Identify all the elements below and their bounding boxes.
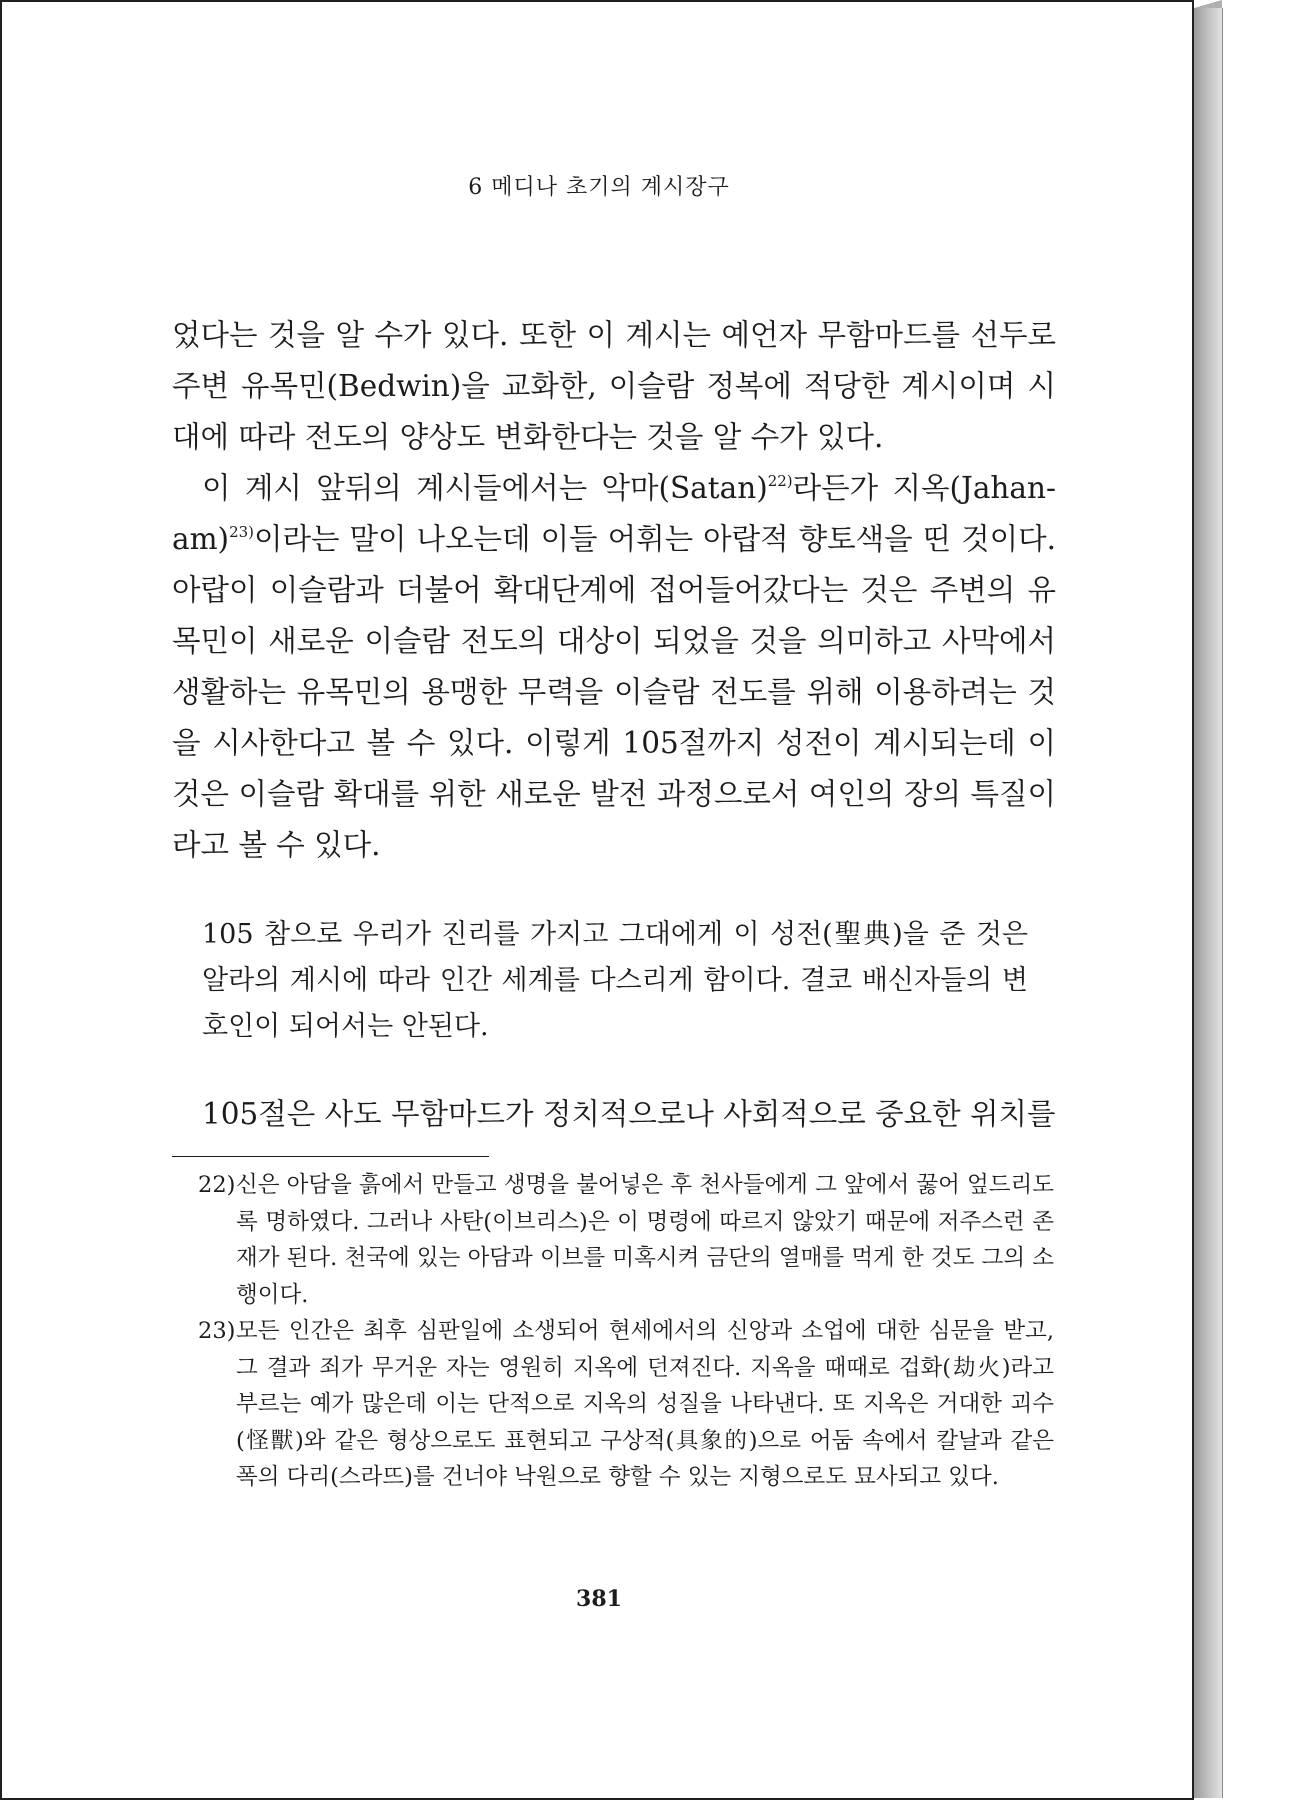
- footnote-text: 신은 아담을 흙에서 만들고 생명을 불어넣은 후 천사들에게 그 앞에서 꿇어 엎드리도록 명하였다. 그러나 사탄(이브리스)은 이 명령에 따르지 않았기 때문에 저주스런 존재가 된다. 천국에 있는 아담과 이브를 미혹시켜 금단의 열매를 먹게 한 것도 그의 소행이다.: [236, 1172, 1054, 1308]
- footnote-ref-22[interactable]: 22): [767, 472, 793, 490]
- footnote-number: 22): [198, 1172, 236, 1198]
- footnote-ref-23[interactable]: 23): [229, 523, 255, 541]
- paragraph-2-part-a: 이 계시 앞뒤의 계시들에서는 악마(Satan): [202, 471, 768, 505]
- page-stack-edge: [1194, 8, 1223, 1798]
- footnote-text: 모든 인간은 최후 심판일에 소생되어 현세에서의 신앙과 소업에 대한 심문을 받고, 그 결과 죄가 무거운 자는 영원히 지옥에 던져진다. 지옥을 때때로 겁화(劫火)라고 부르는 예가 많은데 이는 단적으로 지옥의 성질을 나타낸다. 또 지옥은 거대한 괴수(怪獸)와 같은 형상으로도 표현되고 구상적(具象的)으로 어둠 속에서 칼날과 같은 폭의 다리(스라뜨)를 건너야 낙원으로 향할 수 있는 지형으로도 묘사되고 있다.: [236, 1318, 1054, 1490]
- running-head: 6 메디나 초기의 계시장구: [468, 175, 730, 200]
- footnote-separator: [172, 1156, 489, 1157]
- paragraph-2-part-b: 라든가 지옥(Jahan-am): [172, 471, 1056, 556]
- page-number: 381: [576, 1586, 622, 1612]
- footnote-22: [198, 1167, 1054, 1313]
- footnote-23: [198, 1313, 1054, 1496]
- paragraph-2: [172, 463, 1056, 871]
- paragraph-1: 었다는 것을 알 수가 있다. 또한 이 계시는 예언자 무함마드를 선두로 주변 유목민(Bedwin)을 교화한, 이슬람 정복에 적당한 계시이며 시대에 따라 전도의 양상도 변화한다는 것을 알 수가 있다.: [172, 318, 1056, 454]
- footnote-number: 23): [198, 1318, 236, 1344]
- continuing-paragraph: 105절은 사도 무함마드가 정치적으로나 사회적으로 중요한 위치를: [202, 1097, 1056, 1131]
- body-text: [172, 310, 1056, 871]
- quoted-verse: 105 참으로 우리가 진리를 가지고 그대에게 이 성전(聖典)을 준 것은 알라의 계시에 따라 인간 세계를 다스리게 함이다. 결코 배신자들의 변호인이 되어서는 안된다.: [202, 919, 1028, 1042]
- paragraph-2-part-c: 이라는 말이 나오는데 이들 어휘는 아랍적 향토색을 띤 것이다. 아랍이 이슬람과 더불어 확대단계에 접어들어갔다는 것은 주변의 유목민이 새로운 이슬람 전도의 대상이 되었을 것을 의미하고 사막에서 생활하는 유목민의 용맹한 무력을 이슬람 전도를 위해 이용하려는 것을 시사한다고 볼 수 있다. 이렇게 105절까지 성전이 계시되는데 이것은 이슬람 확대를 위한 새로운 발전 과정으로서 여인의 장의 특질이라고 볼 수 있다.: [172, 522, 1056, 862]
- footnotes: [198, 1167, 1054, 1496]
